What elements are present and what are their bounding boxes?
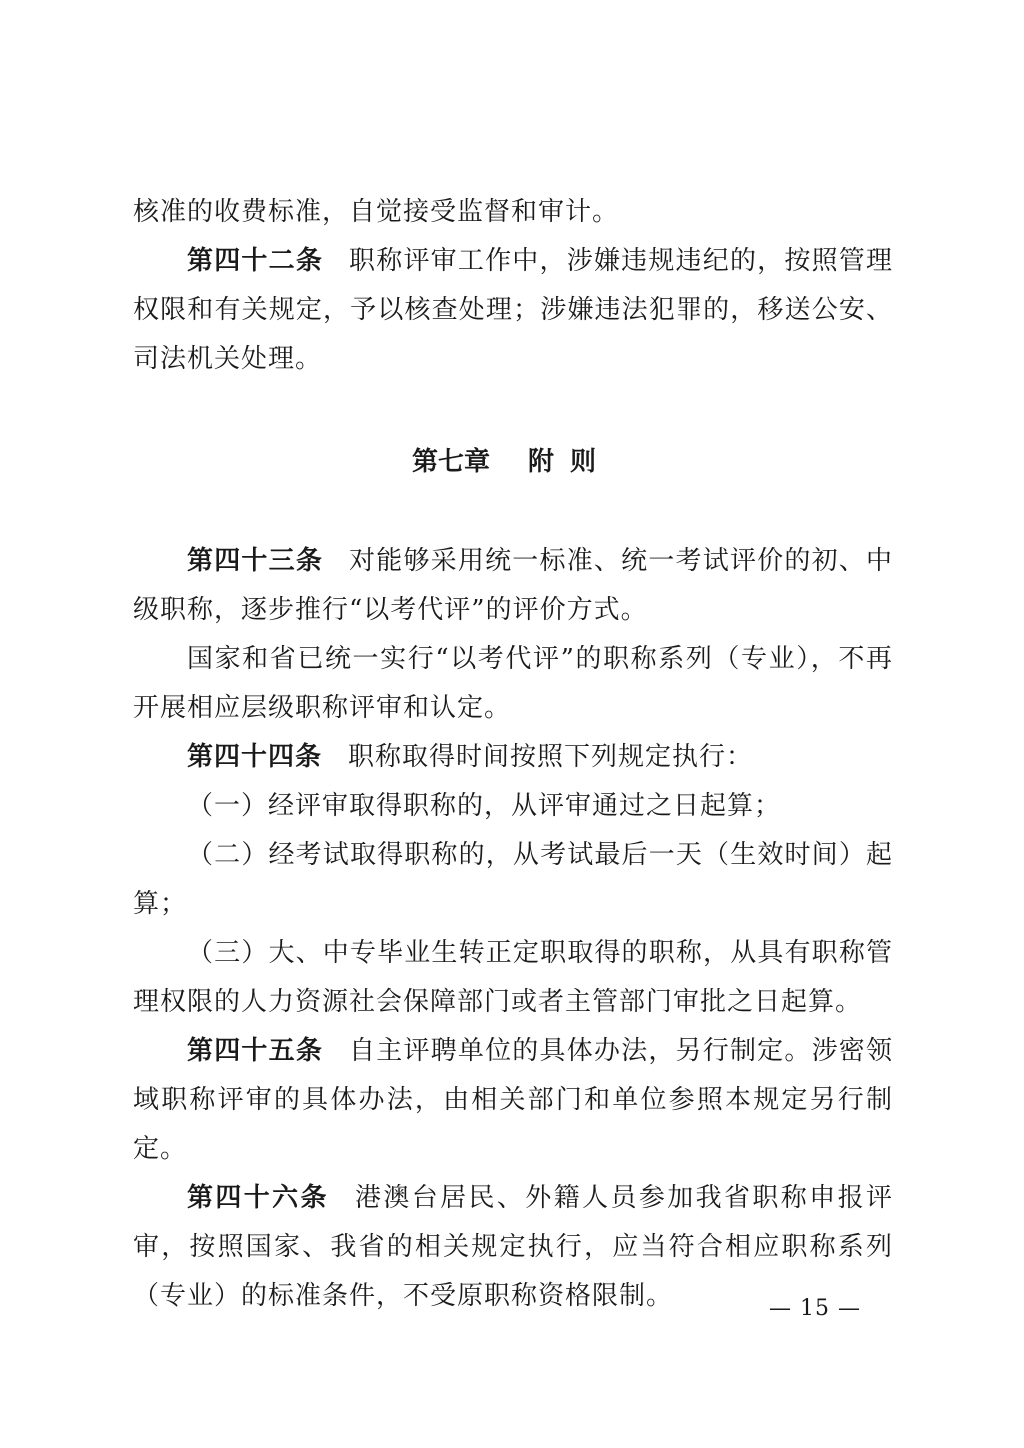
article-46-text: 港澳台居民、外籍人员参加我省职称申报评审，按照国家、我省的相关规定执行，应当符合相应职称系列（专业）的标准条件，不受原职称资格限制。 xyxy=(133,1183,893,1311)
chapter-heading xyxy=(0,438,1024,487)
article-46-label: 第四十六条 xyxy=(187,1183,329,1213)
article-44-label: 第四十四条 xyxy=(187,742,323,772)
article-45-paragraph xyxy=(133,1027,893,1174)
article-45-label: 第四十五条 xyxy=(187,1036,324,1066)
article-44-item-3: （三）大、中专毕业生转正定职取得的职称，从具有职称管理权限的人力资源社会保障部门或者主管部门审批之日起算。 xyxy=(133,938,893,1017)
article-43-label: 第四十三条 xyxy=(187,546,324,576)
article-42-text: 职称评审工作中，涉嫌违规违纪的，按照管理权限和有关规定，予以核查处理；涉嫌违法犯罪的，移送公安、司法机关处理。 xyxy=(133,246,893,374)
article-45-text: 自主评聘单位的具体办法，另行制定。涉密领域职称评审的具体办法，由相关部门和单位参照本规定另行制定。 xyxy=(133,1036,893,1164)
article-44-paragraph xyxy=(133,733,893,782)
top-text-block xyxy=(133,188,893,384)
continuation-paragraph: 核准的收费标准，自觉接受监督和审计。 xyxy=(133,197,620,227)
article-43-second-paragraph: 国家和省已统一实行“以考代评”的职称系列（专业），不再开展相应层级职称评审和认定。 xyxy=(133,644,893,723)
article-44-text: 职称取得时间按照下列规定执行： xyxy=(348,742,754,772)
article-42-paragraph xyxy=(133,237,893,384)
chapter-name: 附则 xyxy=(528,447,613,477)
chapter-label: 第七章 xyxy=(411,447,490,477)
page-number: — 15 — xyxy=(769,1296,861,1321)
main-text-block xyxy=(133,537,893,1321)
article-44-item-2: （二）经考试取得职称的，从考试最后一天（生效时间）起算； xyxy=(133,840,893,919)
article-43-text: 对能够采用统一标准、统一考试评价的初、中级职称，逐步推行“以考代评”的评价方式。 xyxy=(133,546,893,625)
article-43-paragraph xyxy=(133,537,893,635)
article-42-label: 第四十二条 xyxy=(187,246,324,276)
article-44-item-1: （一）经评审取得职称的，从评审通过之日起算； xyxy=(187,791,782,821)
